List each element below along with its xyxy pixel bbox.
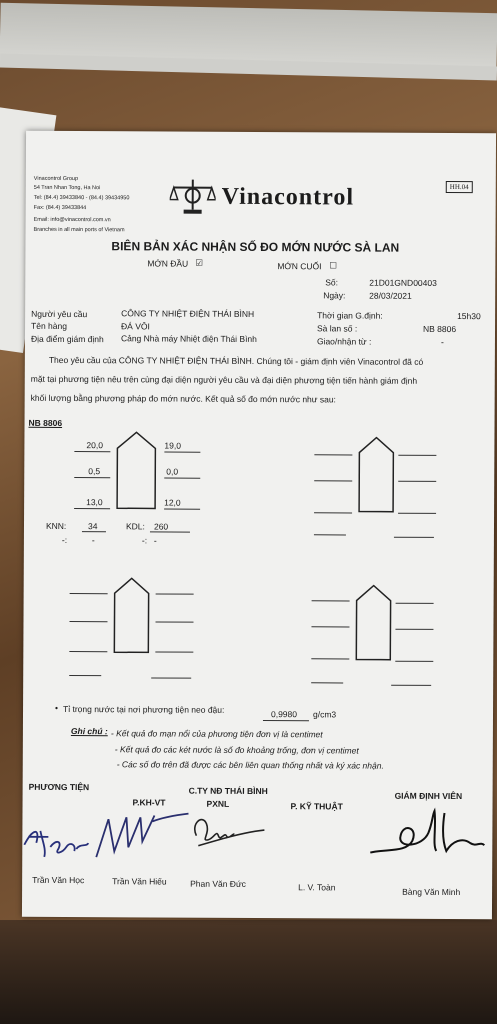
delivery-value: -: [440, 336, 444, 347]
sig-name-4: L. V. Toàn: [298, 882, 336, 893]
note-line-1: - Kết quả đo mạn nổi của phương tiện đơn vị là centimet: [110, 728, 323, 740]
hull-diagram-4: [355, 585, 391, 666]
intro-line-2: mặt tại phương tiện nêu trên cùng đại diện người yêu cầu và đại diện phương tiện tiến hành giám định: [30, 373, 418, 386]
signature-pxnl-handwriting: [188, 812, 268, 857]
hull-diagram-3: [113, 577, 149, 658]
sig-inspector-label: GIÁM ĐỊNH VIÊN: [394, 790, 463, 802]
signature-vessel-handwriting: [22, 823, 92, 868]
company-name: Vinacontrol Group: [33, 175, 79, 183]
sub-left-value: -: [91, 535, 95, 546]
knn-value: 34: [87, 521, 98, 532]
document-title: BIÊN BẢN XÁC NHẬN SỐ ĐO MỚN NƯỚC SÀ LAN: [111, 239, 400, 255]
intro-line-1: Theo yêu cầu của CÔNG TY NHIỆT ĐIỆN THÁI BÌNH. Chúng tôi - giám định viên Vinacontrol đã có: [48, 354, 424, 367]
barge-heading: NB 8806: [28, 417, 63, 428]
signature-pkh-handwriting: [92, 811, 192, 867]
knn-label: KNN:: [45, 520, 67, 531]
delivery-label: Giao/nhận từ :: [316, 336, 372, 347]
kdl-value: 260: [153, 521, 169, 532]
note-line-2: - Kết quả đo các két nước là số đo khoảng trống, đơn vị centimet: [114, 744, 359, 756]
reading-left-top: 20,0: [86, 440, 103, 451]
scales-logo-icon: [170, 178, 216, 216]
note-line-3: - Các số đo trên đã được các bên liên quan thống nhất và ký xác nhận.: [116, 759, 384, 771]
goods-value: ĐÁ VÔI: [121, 321, 150, 332]
sig-pkt-label: P. KỸ THUẬT: [290, 801, 343, 812]
barge-label: Sà lan số :: [317, 323, 358, 334]
signature-inspector-handwriting: [366, 801, 486, 867]
company-tel: Tel: (84.4) 39433840 - (84.4) 39434950: [33, 194, 130, 202]
sig-name-2: Trần Văn Hiếu: [112, 876, 167, 887]
requester-value: CÔNG TY NHIỆT ĐIỆN THÁI BÌNH: [121, 308, 255, 319]
doc-date-value: 28/03/2021: [369, 290, 412, 301]
sig-name-1: Trần Văn Học: [32, 874, 85, 886]
reading-right-top: 19,0: [164, 440, 181, 451]
logo-text: Vinacontrol: [221, 183, 355, 211]
requester-label: Người yêu cầu: [31, 308, 88, 320]
sig-vessel-label: PHƯƠNG TIỆN: [28, 781, 90, 793]
sig-pxnl-label: PXNL: [206, 798, 230, 809]
hull-diagram-2: [358, 437, 394, 518]
draft-end-label: MỚN CUỐI: [277, 261, 322, 272]
draft-start-checkbox: ☑: [195, 257, 204, 268]
reading-right-bottom: 12,0: [164, 497, 181, 508]
reading-right-mid: 0,0: [166, 466, 179, 477]
sub-right-label: -:: [141, 535, 148, 546]
density-unit: g/cm3: [312, 709, 337, 720]
place-value: Cảng Nhà máy Nhiệt điện Thái Bình: [120, 333, 257, 344]
sig-company-label: C.TY NĐ THÁI BÌNH: [188, 785, 268, 797]
time-label: Thời gian G.định:: [317, 310, 383, 321]
reading-left-bottom: 13,0: [86, 497, 103, 508]
density-label: Tỉ trọng nước tại nơi phương tiện neo đậu:: [63, 703, 225, 715]
dark-floor: [0, 920, 497, 1024]
reading-left-mid: 0,5: [88, 466, 101, 477]
sig-name-3: Phan Văn Đức: [190, 878, 246, 889]
company-email: Email: info@vinacontrol.com.vn: [33, 216, 111, 224]
company-branches: Branches in all main ports of Vietnam: [33, 226, 125, 234]
doc-date-label: Ngày:: [323, 290, 346, 301]
goods-label: Tên hàng: [31, 320, 67, 331]
place-label: Địa điểm giám định: [30, 333, 104, 345]
company-fax: Fax: (84.4) 39433844: [33, 204, 87, 212]
form-code: HH.04: [446, 181, 473, 193]
draft-start-label: MỚN ĐẦU: [147, 258, 189, 269]
intro-line-3: khối lượng bằng phương pháp đo mớn nước. Kết quả số đo mớn nước như sau:: [30, 392, 336, 405]
time-value: 15h30: [457, 311, 481, 322]
draft-end-checkbox: ☐: [329, 260, 338, 271]
sub-left-label: -:: [61, 534, 68, 545]
density-value: 0,9980: [270, 709, 298, 720]
sub-right-value: -: [153, 535, 157, 546]
doc-no-value: 21D01GND00403: [369, 277, 437, 288]
barge-value: NB 8806: [423, 323, 457, 335]
sig-pkh-label: P.KH-VT: [132, 797, 166, 808]
sig-name-5: Bàng Văn Minh: [402, 886, 461, 898]
notes-label: Ghi chú :: [70, 726, 108, 737]
doc-no-label: Số:: [325, 277, 339, 288]
kdl-label: KDL:: [125, 521, 145, 532]
document-sheet: Vinacontrol Group 54 Tran Nhan Tong, Ha Noi Tel: (84.4) 39433840 - (84.4) 39434950 Fax: (84.4) 39433844 Email: info@vinacontrol.com.vn Branches in all main ports of Vietnam Vinacontrol HH.04 BIÊN BẢN XÁC NHẬN SỐ ĐO MỚN NƯỚC SÀ LAN MỚN ĐẦU ☑ MỚN CUỐI ☐ Số: 21D01GND00403 Ngày: 28/03/2021 Người yêu cầu CÔNG TY NHIỆT ĐIỆN THÁI BÌNH Tên hàng ĐÁ VÔI Địa điểm giám định Cảng Nhà máy Nhiệt điện Thái Bình Thời gian G.định: 15h30 Sà lan số : NB 8806 Giao/nhận từ : - Theo yêu cầu của CÔNG TY NHIỆT ĐIỆN THÁI BÌNH. Chúng tôi - giám định viên Vinacontrol đã có mặt tại phương tiện nêu trên cùng đại diện người yêu cầu và đại diện phương tiện tiến hành giám định khối lượng bằng phương pháp đo mớn nước. Kết quả số đo mớn nước như sau: NB 8806 20,0 0,5 13,0 19,0 0,0 12,0 KNN: 34 KDL: 260 -: - -: - • Tỉ trọng nước tại nơi phương tiện neo đậu: 0,9980 g/cm3 Ghi chú : - Kết quả đo mạn nổi của phương tiện đơn vị là centimet - Kết quả đo các két nước là số đo khoảng trống, đơn vị centimet - Các số đo trên đã được các bên liên quan thống nhất và ký xác nhận. PHƯƠNG TIỆN C.TY NĐ THÁI BÌNH GIÁM ĐỊNH VIÊN P.KH-VT PXNL P. KỸ THUẬT Trần Văn Học Trần Văn Hiếu Phan Văn Đức L. V. Toàn Bàng Văn Minh: [22, 131, 496, 919]
hull-diagram-1: [116, 431, 156, 514]
company-address: 54 Tran Nhan Tong, Ha Noi: [33, 184, 101, 192]
